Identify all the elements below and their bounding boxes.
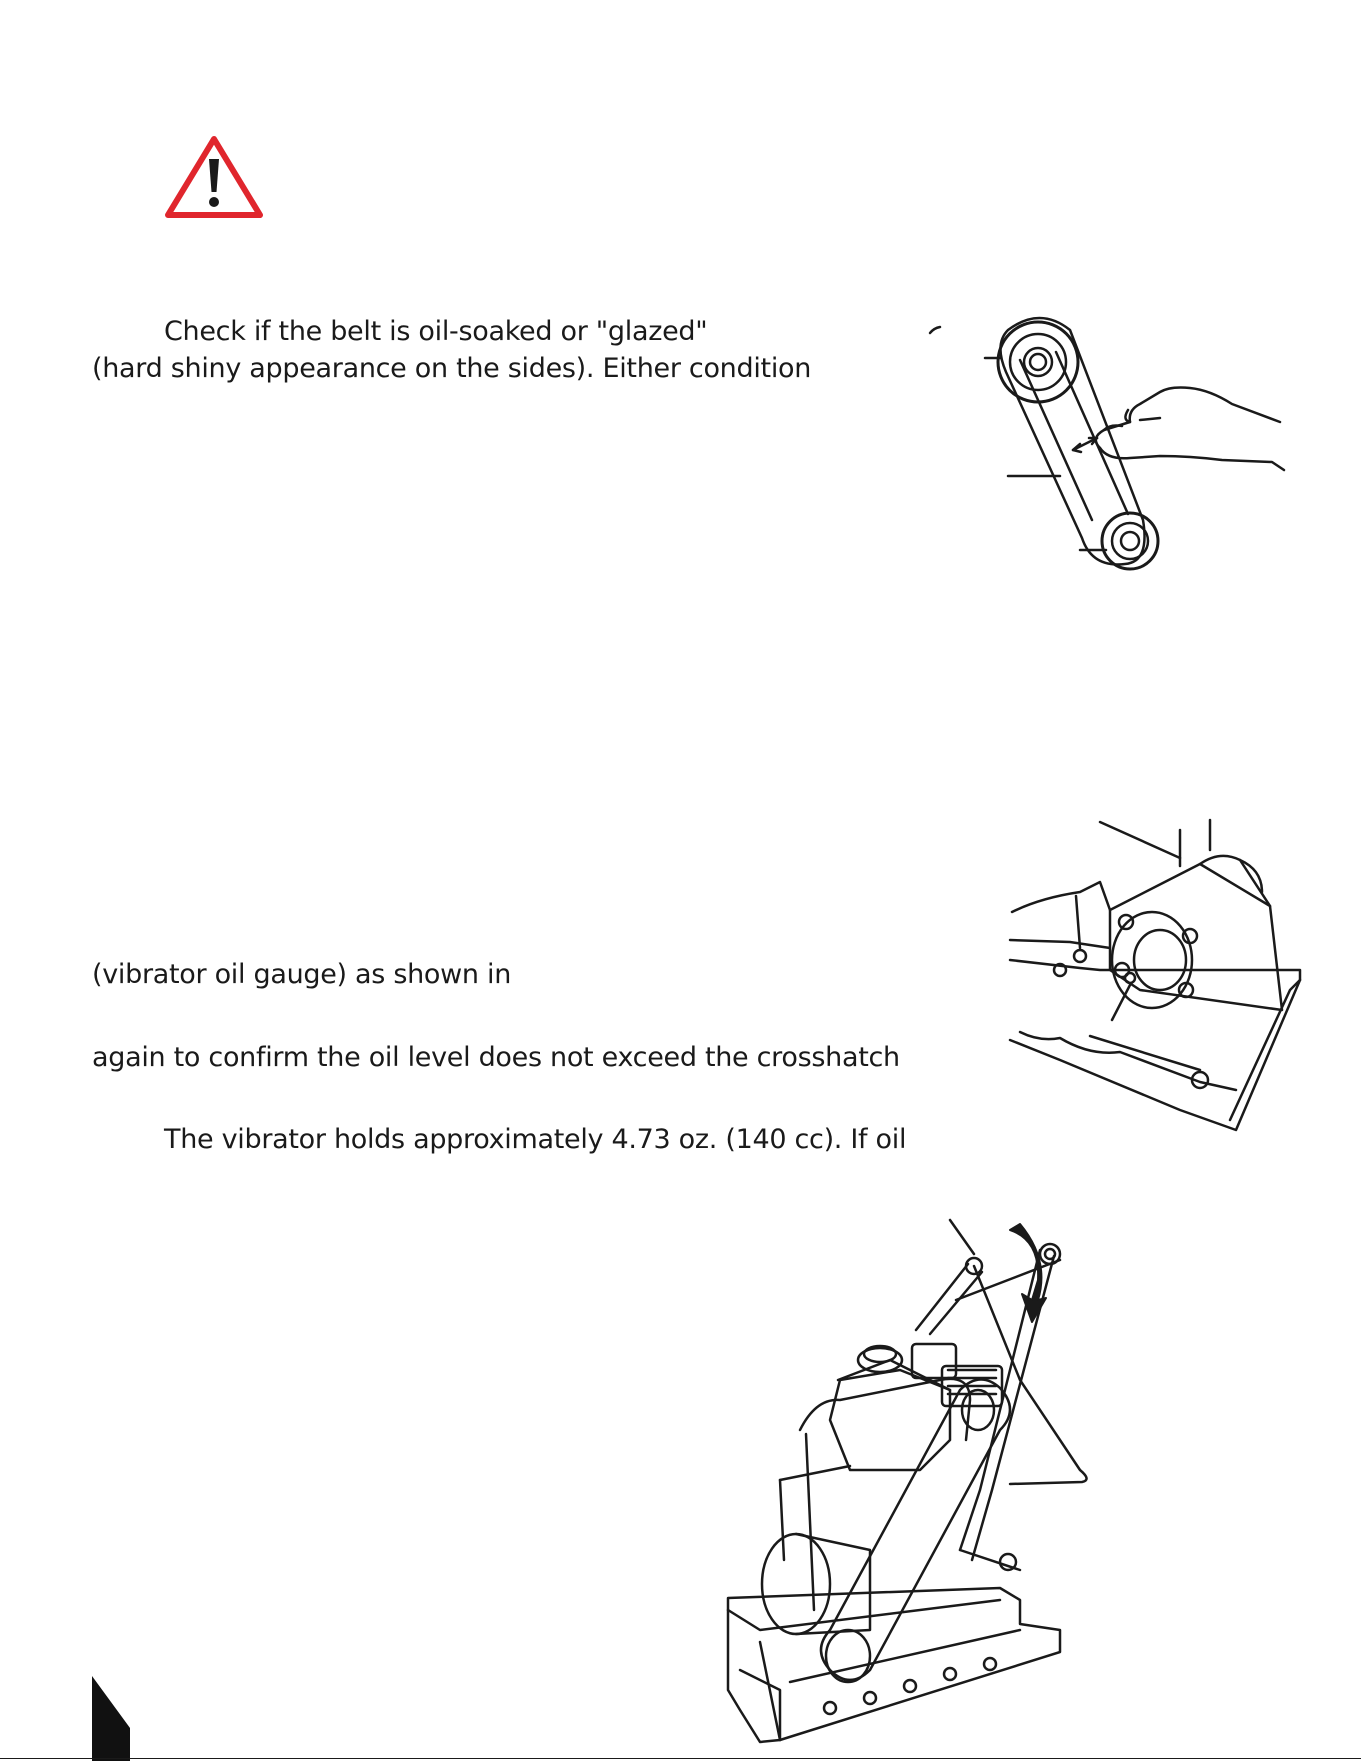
vibrator-oil-gauge-illustration <box>1000 820 1340 1130</box>
oil-text-line3: The vibrator holds approximately 4.73 oz. (140 cc). If oil <box>164 1124 907 1155</box>
plate-compactor-illustration <box>720 1270 1160 1750</box>
warning-triangle-icon <box>164 135 264 220</box>
footer-rule <box>0 1758 1361 1759</box>
page-corner-tab <box>92 1676 130 1728</box>
oil-text-line2: again to confirm the oil level does not exceed the crosshatch <box>92 1042 900 1073</box>
belt-text-line2: (hard shiny appearance on the sides). Either condition <box>92 353 812 384</box>
belt-tension-illustration <box>860 300 1300 590</box>
belt-text-line1: Check if the belt is oil-soaked or "glazed" <box>164 316 708 347</box>
page-corner-tab-base <box>92 1728 130 1761</box>
oil-text-line1: (vibrator oil gauge) as shown in <box>92 959 512 990</box>
